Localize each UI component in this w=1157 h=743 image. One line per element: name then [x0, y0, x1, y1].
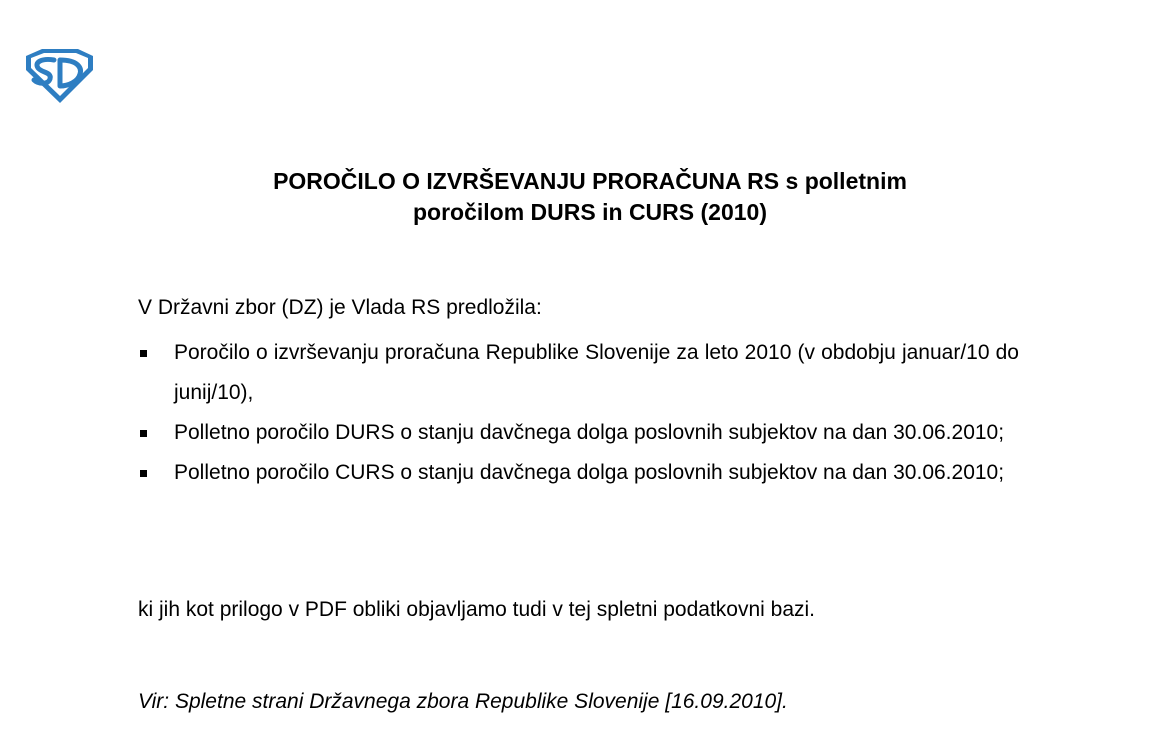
intro-text: V Državni zbor (DZ) je Vlada RS predložila:	[138, 296, 542, 319]
list-item-text: Polletno poročilo DURS o stanju davčnega dolga poslovnih subjektov na dan 30.06.2010;	[174, 421, 1005, 444]
bullet-icon	[140, 430, 147, 437]
bullet-icon	[140, 470, 147, 477]
bullet-icon	[140, 350, 147, 357]
sd-logo-icon	[22, 48, 96, 104]
title-line-2: poročilom DURS in CURS (2010)	[413, 199, 767, 225]
list-item-text: Poročilo o izvrševanju proračuna Republike Slovenije za leto 2010 (v obdobju januar/10 do junij/10),	[174, 341, 1019, 404]
list-item	[138, 413, 1019, 453]
title-line-1: POROČILO O IZVRŠEVANJU PRORAČUNA RS s polletnim	[273, 168, 907, 194]
closing-text: ki jih kot prilogo v PDF obliki objavljamo tudi v tej spletni podatkovni bazi.	[138, 598, 815, 621]
list-item	[138, 453, 1019, 493]
source-note: Vir: Spletne strani Državnega zbora Republike Slovenije [16.09.2010].	[138, 690, 788, 713]
document-title	[130, 166, 1050, 228]
list-item-text: Polletno poročilo CURS o stanju davčnega dolga poslovnih subjektov na dan 30.06.2010;	[174, 461, 1005, 484]
list-item	[138, 333, 1019, 413]
document-list	[138, 333, 1019, 493]
